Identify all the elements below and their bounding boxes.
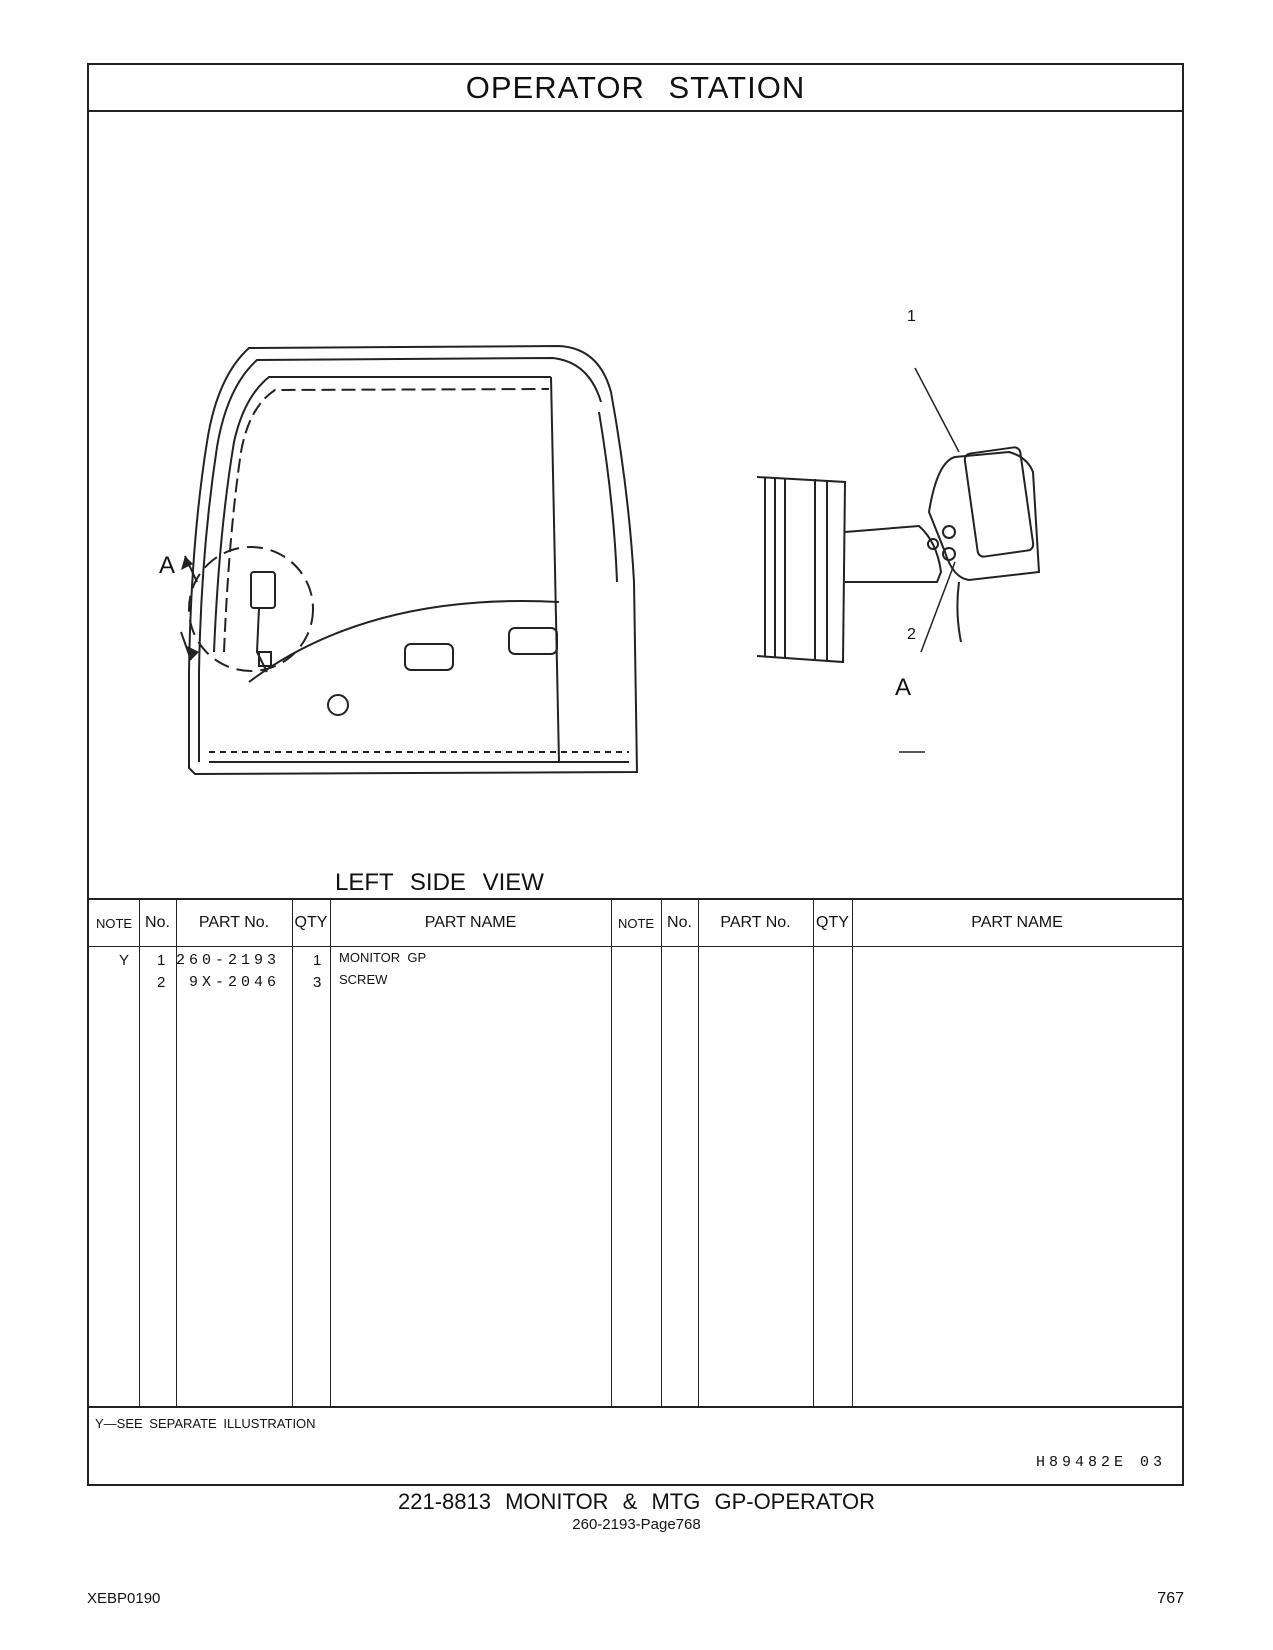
col-divider <box>292 900 293 1406</box>
parts-illustration <box>89 112 1182 898</box>
row-1-note: Y <box>119 952 130 969</box>
footnote-area <box>89 1406 1182 1484</box>
row-1-part-no: 260-2193 <box>175 952 280 969</box>
cab-line-drawing <box>89 112 1182 898</box>
row-2-no: 2 <box>157 974 166 991</box>
header-qty: QTY <box>816 914 849 931</box>
footnote: Y—SEE SEPARATE ILLUSTRATION <box>95 1416 316 1431</box>
row-2-qty: 3 <box>313 974 322 991</box>
page-title: OPERATOR STATION <box>89 65 1182 112</box>
row-2-part-no: 9X-2046 <box>188 974 280 991</box>
group-caption: 221-8813 MONITOR & MTG GP-OPERATOR <box>398 1489 875 1514</box>
view-label: LEFT SIDE VIEW <box>335 869 544 896</box>
header-note: NOTE <box>95 915 133 931</box>
row-1-part-name: MONITOR GP <box>339 950 427 965</box>
callout-item-1: 1 <box>907 308 916 325</box>
header-note: NOTE <box>617 915 655 931</box>
col-divider <box>330 900 331 1406</box>
detail-ref-A: A <box>159 552 176 579</box>
col-divider <box>661 900 662 1406</box>
row-1-no: 1 <box>157 952 166 969</box>
header-qty: QTY <box>294 914 328 931</box>
col-divider <box>176 900 177 1406</box>
header-divider <box>89 946 1182 947</box>
row-1-qty: 1 <box>313 952 322 969</box>
col-divider <box>852 900 853 1406</box>
row-2-part-name: SCREW <box>339 972 388 987</box>
header-no: No. <box>667 914 692 931</box>
header-no: No. <box>145 914 170 931</box>
header-part-no: PART No. <box>720 914 791 931</box>
header-part-name: PART NAME <box>971 914 1063 931</box>
page-number: 767 <box>1157 1590 1184 1607</box>
header-part-name: PART NAME <box>424 914 517 931</box>
parts-table <box>89 898 1182 1406</box>
page-frame <box>87 63 1184 1486</box>
col-divider <box>611 900 612 1406</box>
group-subcaption: 260-2193-Page768 <box>572 1516 701 1533</box>
document-code: XEBP0190 <box>87 1590 161 1607</box>
col-divider <box>139 900 140 1406</box>
illustration-code: H89482E 03 <box>1035 1454 1166 1471</box>
col-divider <box>813 900 814 1406</box>
col-divider <box>698 900 699 1406</box>
detail-label-A: A <box>895 674 912 701</box>
callout-item-2: 2 <box>907 626 916 643</box>
header-part-no: PART No. <box>198 914 270 931</box>
